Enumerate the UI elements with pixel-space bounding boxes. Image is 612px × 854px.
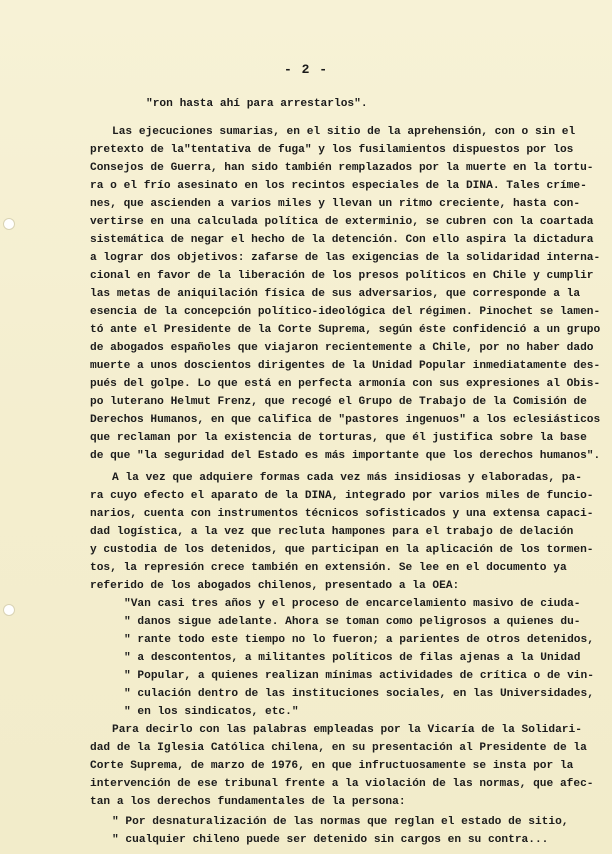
text-line: sistemática de negar el hecho de la detención. Con ello aspira la dictadura	[90, 234, 594, 246]
text-line: de abogados españoles que viajaron recientemente a Chile, por no haber dado	[90, 342, 594, 354]
text-line: tan a los derechos fundamentales de la persona:	[90, 796, 406, 808]
text-line: " en los sindicatos, etc."	[124, 706, 299, 718]
text-line: " cualquier chileno puede ser detenido sin cargos en su contra...	[112, 834, 549, 846]
text-line: tó ante el Presidente de la Corte Suprema, según éste confidenció a un grupo	[90, 324, 601, 336]
text-line: " a descontentos, a militantes políticos de filas ajenas a la Unidad	[124, 652, 581, 664]
text-line: dad logística, a la vez que recluta hampones para el trabajo de delación	[90, 526, 574, 538]
text-line: Derechos Humanos, en que califica de "pastores ingenuos" a los eclesiásticos	[90, 414, 601, 426]
page-number: - 2 -	[283, 62, 328, 77]
text-line: las metas de aniquilación física de sus adversarios, que corresponde a la	[90, 288, 581, 300]
text-line: " danos sigue adelante. Ahora se toman como peligrosos a quienes du-	[124, 616, 581, 628]
text-line: po luterano Helmut Frenz, que recogé el Grupo de Trabajo de la Comisión de	[90, 396, 587, 408]
text-line: " Popular, a quienes realizan mínimas actividades de crítica o de vin-	[124, 670, 594, 682]
text-line: cional en favor de la liberación de los presos políticos en Chile y cumplir	[90, 270, 594, 282]
text-line: muerte a unos doscientos dirigentes de la Unidad Popular inmediatamente des-	[90, 360, 601, 372]
text-line: y custodia de los detenidos, que participan en la aplicación de los tormen-	[90, 544, 594, 556]
text-line: dad de la Iglesia Católica chilena, en su presentación al Presidente de la	[90, 742, 587, 754]
text-line: "Van casi tres años y el proceso de encarcelamiento masivo de ciuda-	[124, 598, 581, 610]
text-line: intervención de ese tribunal frente a la violación de las normas, que afec-	[90, 778, 594, 790]
text-line: ra cuyo efecto el aparato de la DINA, integrado por varios miles de funcio-	[90, 490, 594, 502]
text-line: pués del golpe. Lo que está en perfecta armonía con sus expresiones al Obis-	[90, 378, 601, 390]
text-line: ra o el frío asesinato en los recintos especiales de la DINA. Tales críme-	[90, 180, 587, 192]
text-line: de que "la seguridad del Estado es más importante que los derechos humanos".	[90, 450, 601, 462]
text-line: a lograr dos objetivos: zafarse de las exigencias de la solidaridad interna-	[90, 252, 601, 264]
text-line: pretexto de la"tentativa de fuga" y los fusilamientos dispuestos por los	[90, 144, 574, 156]
text-line: tos, la represión crece también en extensión. Se lee en el documento ya	[90, 562, 567, 574]
text-line: referido de los abogados chilenos, presentado a la OEA:	[90, 580, 460, 592]
text-line: Corte Suprema, de marzo de 1976, en que infructuosamente se insta por la	[90, 760, 574, 772]
punch-hole-top	[3, 218, 15, 230]
text-line: " Por desnaturalización de las normas que reglan el estado de sitio,	[112, 816, 569, 828]
text-line: " culación dentro de las instituciones sociales, en las Universidades,	[124, 688, 594, 700]
text-line: Consejos de Guerra, han sido también remplazados por la muerte en la tortu-	[90, 162, 594, 174]
text-line: que reclaman por la existencia de torturas, que él justifica sobre la base	[90, 432, 587, 444]
punch-hole-bottom	[3, 604, 15, 616]
text-line: "ron hasta ahí para arrestarlos".	[146, 98, 368, 110]
text-line: vertirse en una calculada política de exterminio, se cubren con la coartada	[90, 216, 594, 228]
text-line: narios, cuenta con instrumentos técnicos sofisticados y una extensa capaci-	[90, 508, 594, 520]
text-line: Las ejecuciones sumarias, en el sitio de la aprehensión, con o sin el	[112, 126, 576, 138]
text-line: nes, que ascienden a varios miles y llevan un ritmo creciente, hasta con-	[90, 198, 581, 210]
text-line: " rante todo este tiempo no lo fueron; a parientes de otros detenidos,	[124, 634, 594, 646]
text-line: esencia de la concepción político-ideológica del régimen. Pinochet se lamen-	[90, 306, 601, 318]
text-line: Para decirlo con las palabras empleadas por la Vicaría de la Solidari-	[112, 724, 582, 736]
text-line: A la vez que adquiere formas cada vez más insidiosas y elaboradas, pa-	[112, 472, 582, 484]
